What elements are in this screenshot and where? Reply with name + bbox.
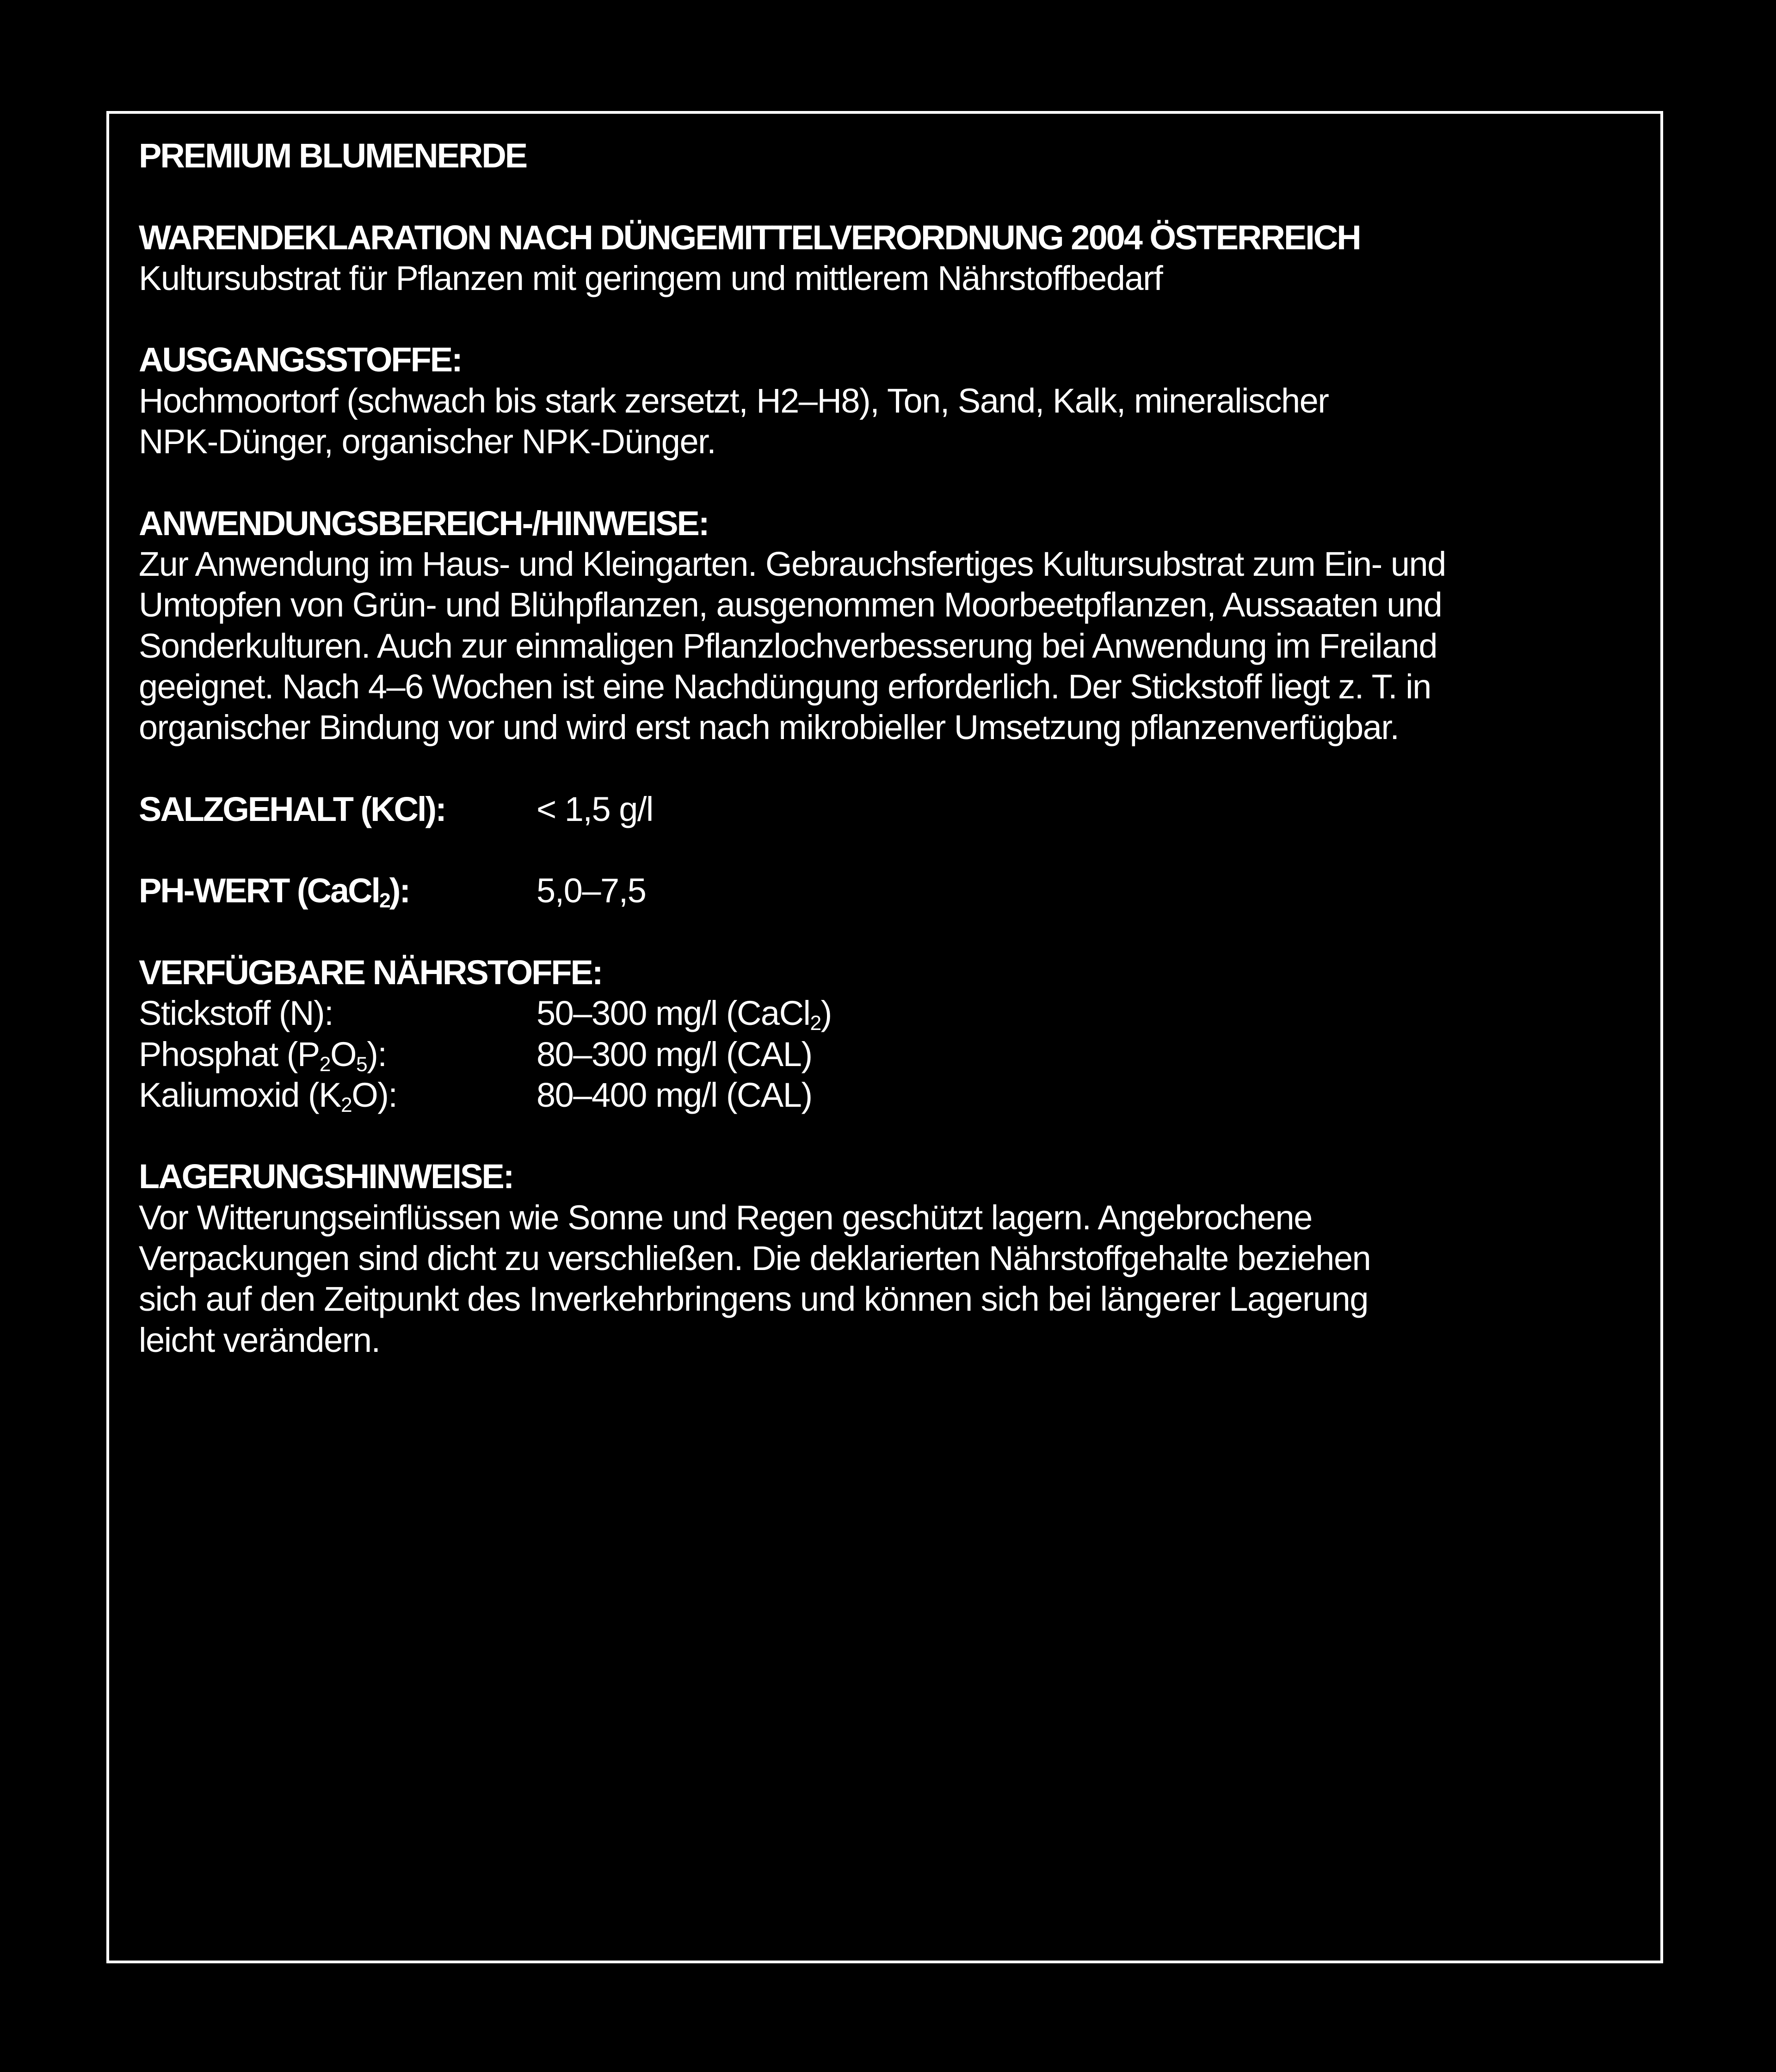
naehrstoffe-heading: VERFÜGBARE NÄHRSTOFFE:	[139, 953, 602, 992]
stickstoff-value: 50–300 mg/l (CaCl$_2$)	[536, 994, 832, 1035]
phosphat-value: 80–300 mg/l (CAL)	[536, 1035, 812, 1073]
anwendung-line: geeignet. Nach 4–6 Wochen ist eine Nachdüngung erforderlich. Der Stickstoff liegt z. T. in	[139, 667, 1431, 706]
stickstoff-label: Stickstoff (N):	[139, 994, 333, 1033]
lagerung-line: Vor Witterungseinflüssen wie Sonne und Regen geschützt lagern. Angebrochene	[139, 1198, 1312, 1237]
anwendung-line: organischer Bindung vor und wird erst nach mikrobieller Umsetzung pflanzenverfügbar.	[139, 708, 1399, 747]
ph-row	[139, 870, 1646, 911]
anwendung-line: Zur Anwendung im Haus- und Kleingarten. Gebrauchsfertiges Kultursubstrat zum Ein- und	[139, 544, 1446, 583]
product-title: PREMIUM BLUMENERDE	[139, 136, 527, 175]
lagerung-line: leicht verändern.	[139, 1320, 380, 1359]
ausgangsstoffe-line: Hochmoortorf (schwach bis stark zersetzt, H2–H8), Ton, Sand, Kalk, mineralischer	[139, 381, 1329, 420]
lagerung-line: sich auf den Zeitpunkt des Inverkehrbringens und können sich bei längerer Lagerung	[139, 1280, 1368, 1319]
lagerung-heading: LAGERUNGSHINWEISE:	[139, 1157, 513, 1196]
anwendung-line: Sonderkulturen. Auch zur einmaligen Pflanzlochverbesserung bei Anwendung im Freiland	[139, 626, 1437, 665]
kaliumoxid-row	[139, 1075, 1646, 1116]
anwendung-line: Umtopfen von Grün- und Blühpflanzen, ausgenommen Moorbeetpflanzen, Aussaaten und	[139, 586, 1442, 624]
declaration-text: Kultursubstrat für Pflanzen mit geringem und mittlerem Nährstoffbedarf	[139, 259, 1163, 297]
kaliumoxid-value: 80–400 mg/l (CAL)	[536, 1075, 812, 1114]
salzgehalt-label: SALZGEHALT (KCl):	[139, 789, 445, 828]
lagerung-line: Verpackungen sind dicht zu verschließen. Die deklarierten Nährstoffgehalte beziehen	[139, 1239, 1371, 1278]
salzgehalt-value: < 1,5 g/l	[536, 789, 653, 828]
ph-value: 5,0–7,5	[536, 871, 646, 910]
kaliumoxid-label: Kaliumoxid $(K_2O)$:	[139, 1075, 397, 1116]
declaration-heading: WARENDEKLARATION NACH DÜNGEMITTELVERORDNUNG 2004 ÖSTERREICH	[139, 218, 1360, 257]
salzgehalt-row	[139, 789, 1646, 830]
phosphat-row	[139, 1034, 1646, 1075]
stickstoff-row	[139, 993, 1646, 1034]
product-declaration	[139, 136, 1646, 1361]
anwendung-heading: ANWENDUNGSBEREICH-/HINWEISE:	[139, 504, 709, 543]
ph-label: PH-WERT (CaCl$_2$):	[139, 871, 410, 913]
phosphat-label: Phosphat $(P_2O_5)$:	[139, 1035, 387, 1076]
ausgangsstoffe-heading: AUSGANGSSTOFFE:	[139, 340, 462, 379]
ausgangsstoffe-line: NPK-Dünger, organischer NPK-Dünger.	[139, 422, 716, 461]
